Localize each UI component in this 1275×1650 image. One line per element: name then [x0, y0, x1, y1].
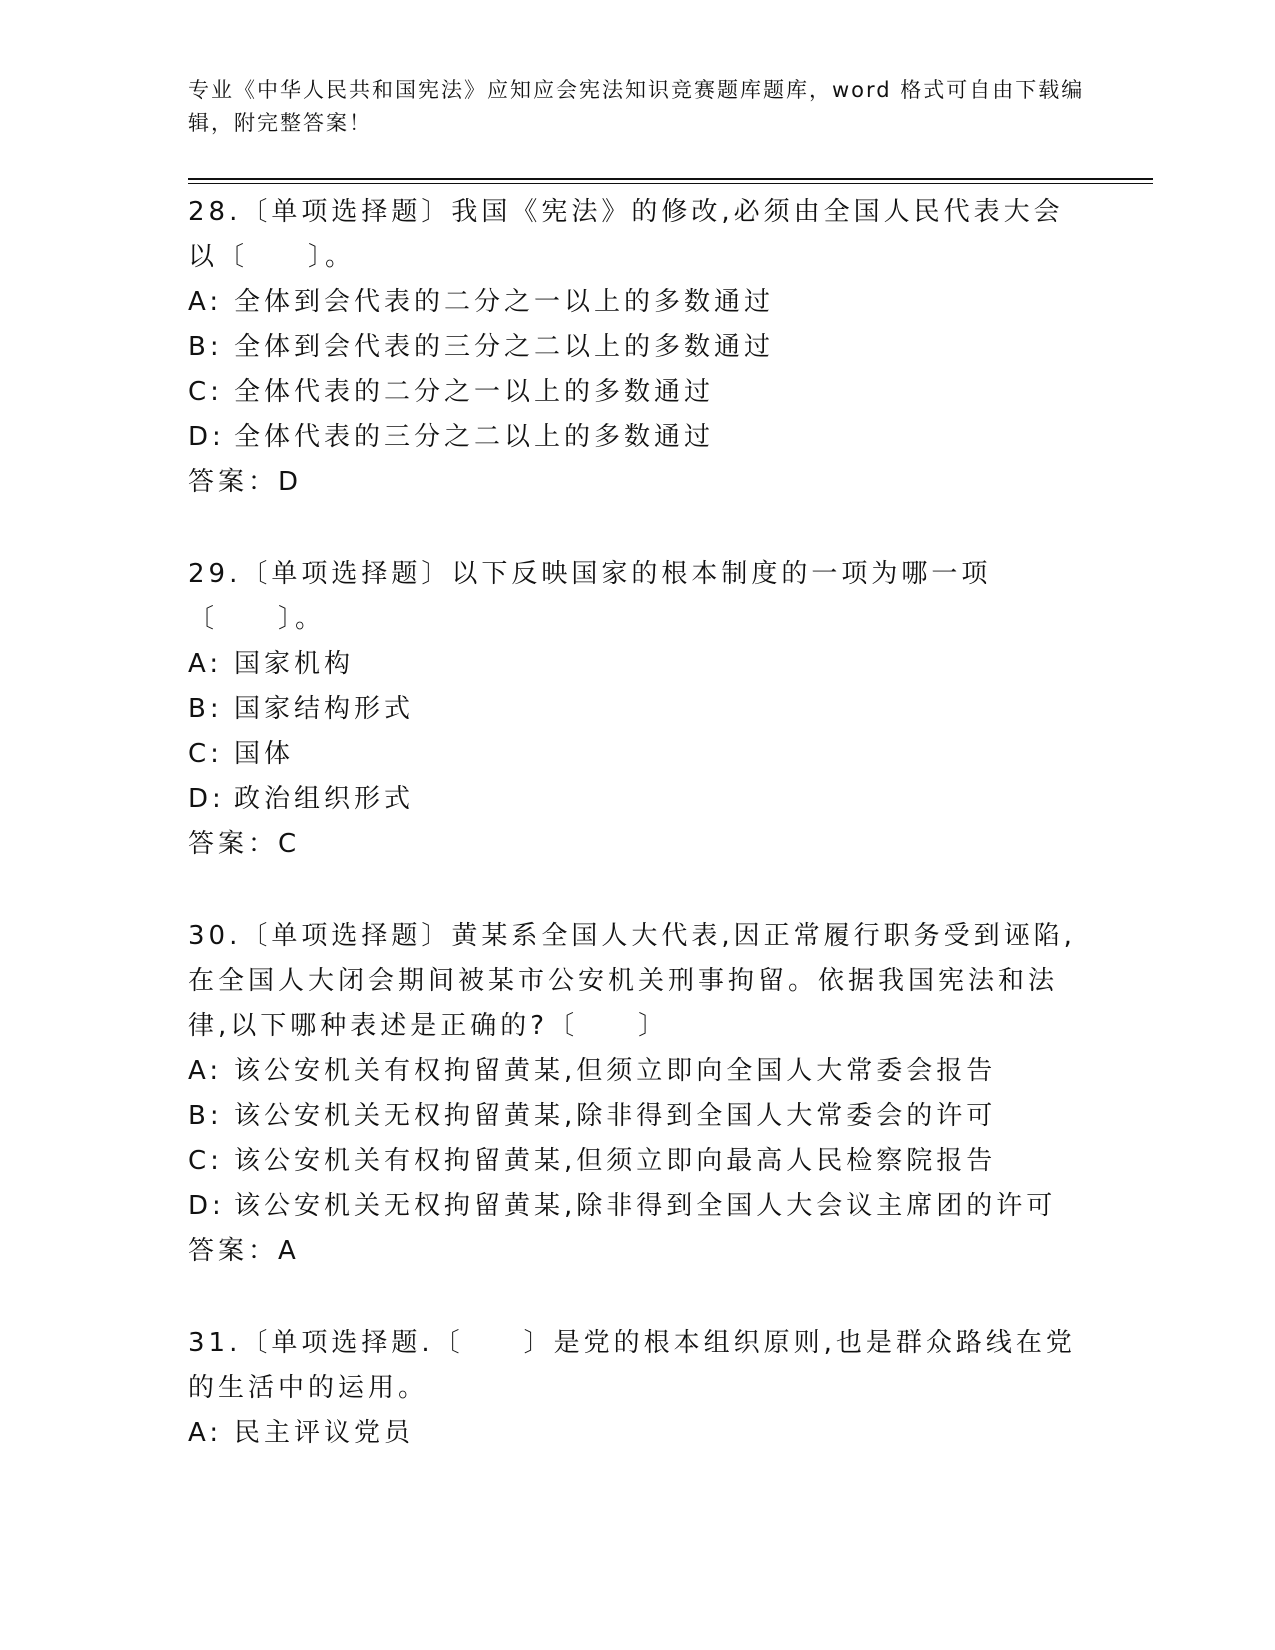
option-text: 全体代表的二分之一以上的多数通过 [234, 377, 715, 407]
option-letter: D: [188, 784, 225, 814]
option-letter: A: [188, 649, 223, 679]
question-text: 29.〔单项选择题〕以下反映国家的根本制度的一项为哪一项〔 〕。 [188, 559, 992, 634]
option-text: 该公安机关无权拘留黄某,除非得到全国人大会议主席团的许可 [234, 1191, 1057, 1221]
question-list [188, 190, 1088, 1456]
question-text: 31.〔单项选择题.〔 〕是党的根本组织原则,也是群众路线在党的生活中的运用。 [188, 1328, 1076, 1403]
header-rule-thin [188, 183, 1153, 184]
question-29 [188, 552, 1088, 867]
option-text: 该公安机关有权拘留黄某,但须立即向全国人大常委会报告 [234, 1056, 997, 1086]
option-text: 全体到会代表的二分之一以上的多数通过 [234, 287, 775, 317]
question-gap [188, 867, 1088, 914]
option-b [188, 687, 1088, 732]
option-letter: C: [188, 377, 223, 407]
option-letter: C: [188, 1146, 223, 1176]
header-rule-thick [188, 178, 1153, 180]
option-c [188, 732, 1088, 777]
option-text: 民主评议党员 [234, 1418, 415, 1448]
option-d [188, 415, 1088, 460]
option-text: 该公安机关无权拘留黄某,除非得到全国人大常委会的许可 [234, 1101, 997, 1131]
option-d [188, 777, 1088, 822]
option-letter: D: [188, 1191, 225, 1221]
answer: 答案：C [188, 829, 301, 859]
question-31 [188, 1321, 1088, 1456]
question-text: 30.〔单项选择题〕黄某系全国人大代表,因正常履行职务受到诬陷,在全国人大闭会期间被某市公安机关刑事拘留。依据我国宪法和法律,以下哪种表述是正确的?〔 〕 [188, 921, 1076, 1041]
option-a [188, 280, 1088, 325]
option-text: 国家机构 [234, 649, 355, 679]
option-text: 全体到会代表的三分之二以上的多数通过 [234, 332, 775, 362]
option-text: 该公安机关有权拘留黄某,但须立即向最高人民检察院报告 [234, 1146, 997, 1176]
option-letter: A: [188, 1418, 223, 1448]
option-b [188, 325, 1088, 370]
option-a [188, 1411, 1088, 1456]
question-gap [188, 505, 1088, 552]
option-b [188, 1094, 1088, 1139]
question-gap [188, 1274, 1088, 1321]
option-letter: B: [188, 694, 223, 724]
option-letter: A: [188, 287, 223, 317]
document-header: 专业《中华人民共和国宪法》应知应会宪法知识竞赛题库题库，word 格式可自由下载编辑，附完整答案！ [188, 78, 1085, 135]
question-text: 28.〔单项选择题〕我国《宪法》的修改,必须由全国人民代表大会以〔 〕。 [188, 197, 1064, 272]
option-letter: D: [188, 422, 225, 452]
option-c [188, 370, 1088, 415]
answer: 答案：A [188, 1236, 300, 1266]
question-30 [188, 914, 1088, 1274]
option-letter: C: [188, 739, 223, 769]
answer: 答案：D [188, 467, 303, 497]
question-28 [188, 190, 1088, 505]
option-text: 政治组织形式 [234, 784, 415, 814]
option-a [188, 1049, 1088, 1094]
option-text: 国体 [234, 739, 295, 769]
option-text: 全体代表的三分之二以上的多数通过 [234, 422, 715, 452]
option-letter: B: [188, 332, 223, 362]
option-letter: A: [188, 1056, 223, 1086]
option-c [188, 1139, 1088, 1184]
option-a [188, 642, 1088, 687]
option-text: 国家结构形式 [234, 694, 415, 724]
option-letter: B: [188, 1101, 223, 1131]
option-d [188, 1184, 1088, 1229]
